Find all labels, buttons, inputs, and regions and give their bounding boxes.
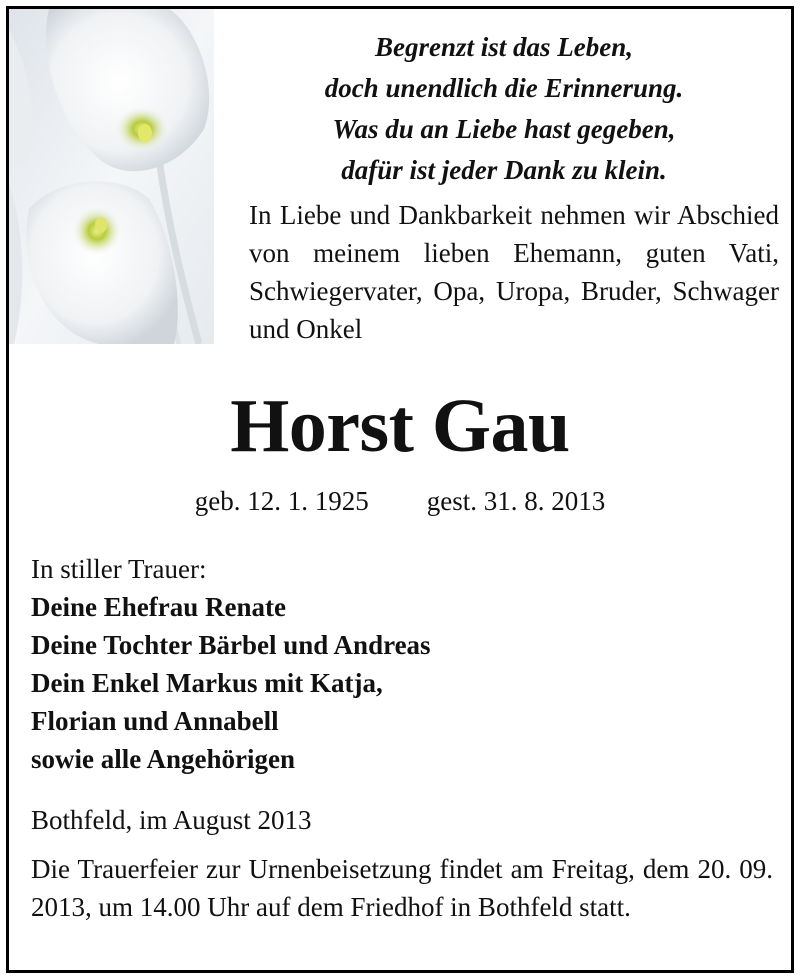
funeral-ceremony-info: Die Trauerfeier zur Urnenbeisetzung findet am Freitag, dem 20. 09. 2013, um 14.00 Uhr auf dem Friedhof in Bothfeld statt. xyxy=(31,854,773,922)
calla-lily-illustration xyxy=(9,9,214,344)
mourner-entry: Dein Enkel Markus mit Katja, xyxy=(31,668,383,698)
mourners-heading: In stiller Trauer: xyxy=(31,554,207,584)
mourner-entry: Deine Ehefrau Renate xyxy=(31,592,286,622)
deceased-name: Horst Gau xyxy=(230,384,570,468)
poem-line: dafür ist jeder Dank zu klein. xyxy=(341,155,667,185)
birth-date: geb. 12. 1. 1925 xyxy=(194,486,369,516)
place-and-date: Bothfeld, im August 2013 xyxy=(31,805,312,835)
poem-line: Was du an Liebe hast gegeben, xyxy=(332,114,676,144)
farewell-text: In Liebe und Dankbarkeit nehmen wir Abschied von meinem lieben Ehemann, guten Vati, Schwiegervater, Opa, Uropa, Bruder, Schwager und Onkel xyxy=(249,200,779,344)
calla-lily-image xyxy=(9,9,214,344)
obituary-notice xyxy=(6,6,794,973)
mourner-entry: Deine Tochter Bärbel und Andreas xyxy=(31,630,431,660)
poem-line: doch unendlich die Erinnerung. xyxy=(324,73,684,103)
memorial-poem xyxy=(229,27,779,191)
mourner-entry: Florian und Annabell xyxy=(31,706,279,736)
mourners-list xyxy=(31,550,771,778)
mourner-entry: sowie alle Angehörigen xyxy=(31,744,295,774)
death-date: gest. 31. 8. 2013 xyxy=(426,486,606,516)
poem-line: Begrenzt ist das Leben, xyxy=(374,32,633,62)
life-dates xyxy=(9,483,791,519)
